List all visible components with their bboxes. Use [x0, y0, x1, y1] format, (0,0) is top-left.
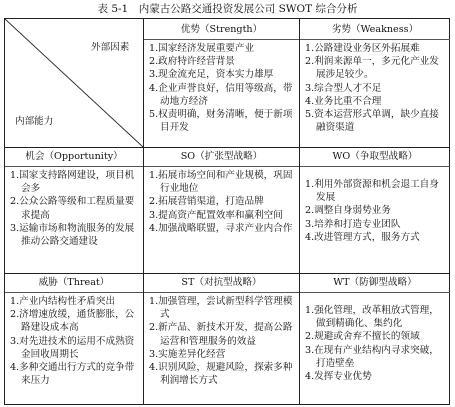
strength-list [149, 42, 297, 134]
opportunity-item: 1.国家支持路网建设，项目机会多 [10, 170, 135, 195]
so-strategy-item: 3.提高资产配置效率和赢利空间 [149, 209, 283, 221]
opportunity-cell [5, 148, 143, 273]
wo-strategy-item: 4.改进管理方式，服务方式 [305, 231, 420, 243]
strength-item: 5.权责明确，财务清晰，便于新项目开发 [149, 109, 293, 134]
wt-strategy-item: 1.强化管理，改革粗放式管理，做到精确化、集约化 [305, 305, 439, 330]
threat-header: 威胁（Threat） [38, 277, 110, 288]
weakness-item: 5.资本运营形式单调，缺少直接融资渠道 [305, 109, 439, 134]
threat-item: 1.产业内结构性矛盾突出 [10, 296, 116, 307]
threat-cell [5, 274, 143, 405]
wo-strategy-item: 2.调整自身弱势业务 [305, 205, 391, 217]
so-header: SO（扩张型战略） [180, 151, 263, 162]
so-strategy-item: 2.拓展营销渠道，打造品牌 [149, 196, 264, 208]
wo-strategy-list [305, 178, 448, 244]
wo-header: WO（争取型战略） [332, 151, 418, 162]
strength-header: 优势（Strength） [180, 24, 263, 35]
weakness-list [305, 42, 448, 134]
wt-strategy-item: 2.规避或舍弃不擅长的领域 [305, 331, 420, 343]
threat-item: 4.多种交通出行方式的竞争带来压力 [10, 362, 135, 387]
st-cell [144, 274, 299, 405]
wt-strategy-item: 3.在现有产业结构内寻求突破，打造壁垒 [305, 344, 439, 369]
st-strategy-item: 4.识别风险，规避风险，探索多种利润增长方式 [149, 362, 293, 387]
opportunity-list [10, 169, 140, 248]
threat-item: 2.济增速放缓，通货膨胀，公路建设成本高 [10, 309, 135, 334]
weakness-item: 2.利润来源单一，多元化产业发展涉足较少。 [305, 56, 439, 81]
st-strategy-item: 2.新产品、新技术开发，提高公路运营和管理服务的效益 [149, 322, 293, 347]
wo-strategy-item: 1.利用外部资源和机会退工自身发展 [305, 179, 439, 204]
corner-cell [5, 19, 143, 147]
strength-item: 2.政府特许经营背景 [149, 56, 235, 68]
st-strategy-item: 3.实施差异化经营 [149, 348, 226, 360]
strength-cell [144, 19, 299, 147]
wt-header: WT（防御型战略） [333, 277, 417, 288]
strength-item: 4.企业声誉良好，信用等级高，带动地方经济 [149, 82, 293, 107]
st-strategy-list [149, 295, 297, 387]
internal-capability-label: 内部能力 [15, 116, 54, 127]
opportunity-header: 机会（Opportunity） [25, 151, 123, 162]
strength-item: 1.国家经济发展重要产业 [149, 43, 255, 54]
threat-list [10, 295, 140, 387]
st-strategy-item: 1.加强管理，尝试新型科学管理模式 [149, 296, 293, 321]
wo-cell [300, 148, 450, 273]
wo-strategy-item: 3.培养和打造专业团队 [305, 218, 401, 230]
opportunity-item: 3.运输市场和物流服务的发展推动公路交通建设 [10, 222, 135, 248]
weakness-cell [300, 19, 450, 147]
so-strategy-list [149, 169, 297, 235]
weakness-item: 3.综合型人才不足 [305, 82, 382, 94]
st-header: ST（对抗型战略） [181, 277, 262, 288]
so-strategy-item: 1.拓展市场空间和产业规模，巩固行业地位 [149, 170, 293, 195]
wt-strategy-list [305, 304, 448, 383]
weakness-item: 1.公路建设业务区外拓展难 [305, 43, 420, 54]
threat-item: 3.对先进技术的运用不成熟资金回收周期长 [10, 335, 135, 360]
strength-item: 3.现金流充足，资本实力雄厚 [149, 69, 274, 81]
so-cell [144, 148, 299, 273]
swot-table [4, 18, 450, 405]
table-caption: 表 5-1 内蒙古公路交通投资发展公司 SWOT 综合分析 [97, 3, 358, 15]
weakness-header: 劣势（Weakness） [331, 24, 419, 35]
so-strategy-item: 4.加强战略联盟，寻求产业内合作 [149, 222, 293, 234]
wt-strategy-item: 4.发挥专业优势 [305, 371, 372, 383]
opportunity-item: 2.公众公路等级和工程质量要求提高 [10, 196, 135, 221]
weakness-item: 4.业务比重不合理 [305, 95, 382, 107]
wt-cell [300, 274, 450, 405]
external-factors-label: 外部因素 [91, 42, 130, 53]
